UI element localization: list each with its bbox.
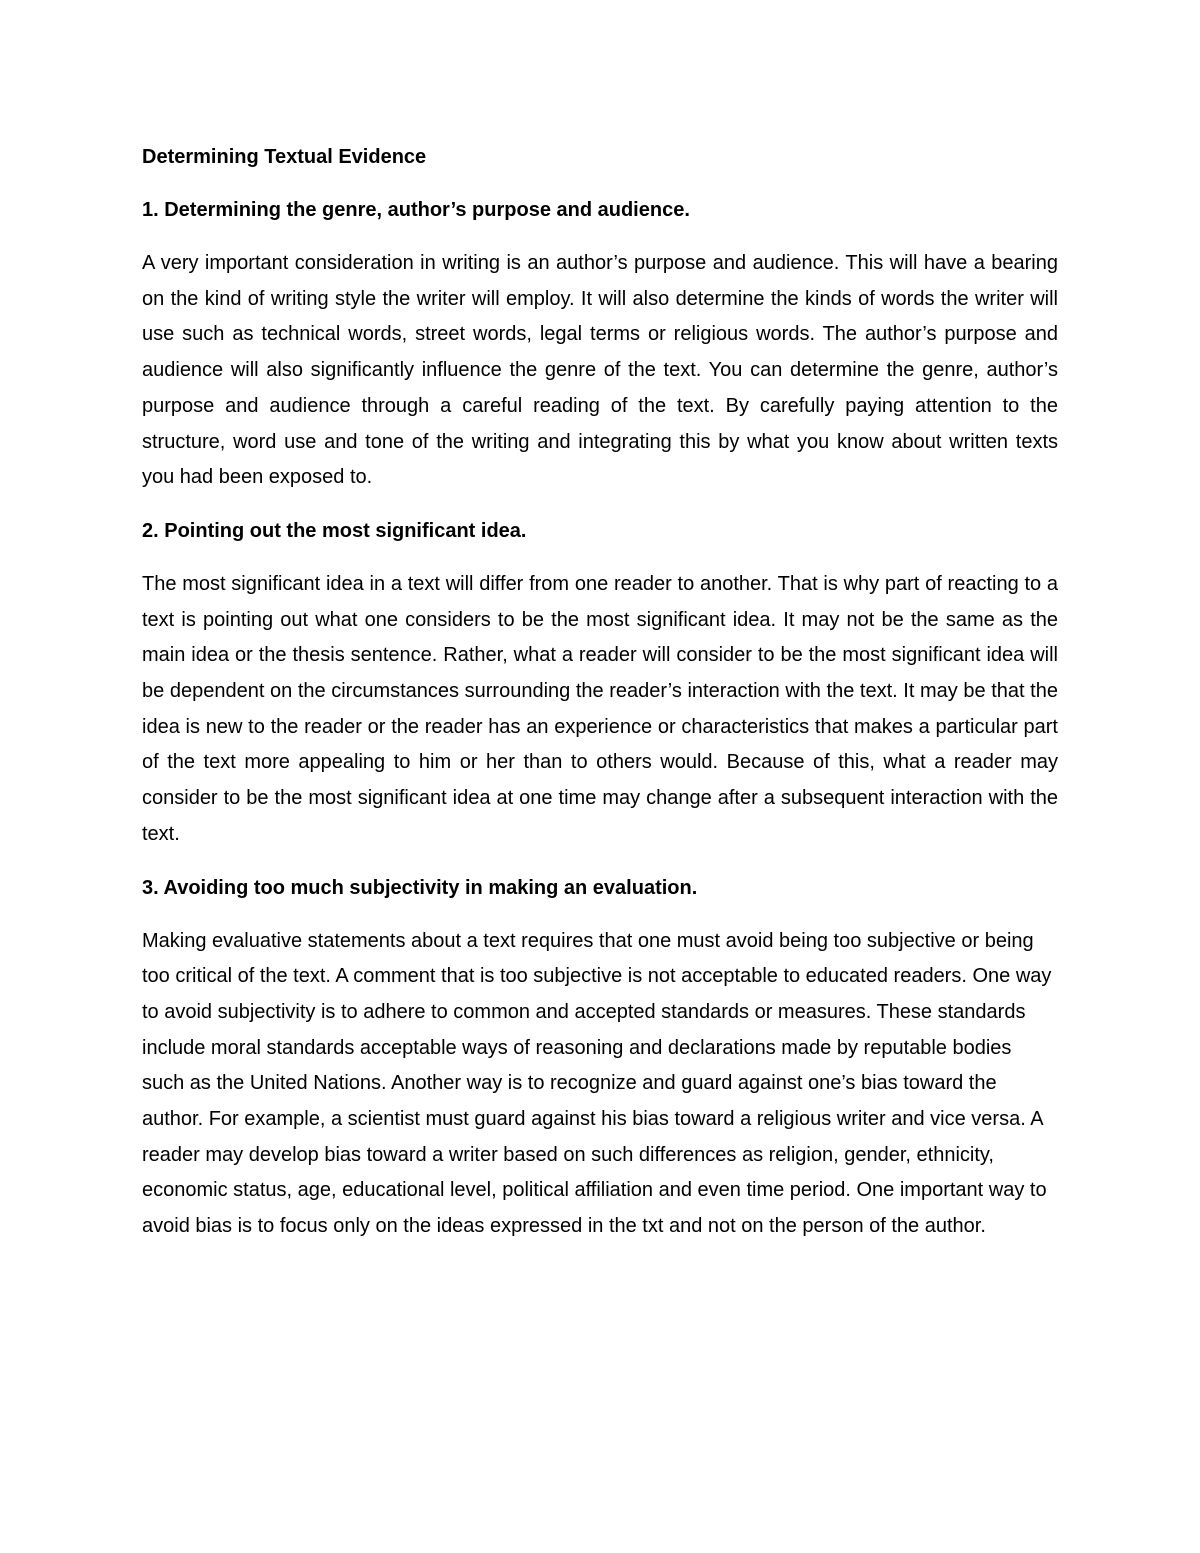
section-paragraph-1: A very important consideration in writing is an author’s purpose and audience. This will have a bearing on the kind of writing style the writer will employ. It will also determine the kinds of words the writer will use such as technical words, street words, legal terms or religious words. The author’s purpose and audience will also significantly influence the genre of the text. You can determine the genre, author’s purpose and audience through a careful reading of the text. By carefully paying attention to the structure, word use and tone of the writing and integrating this by what you know about written texts you had been exposed to. — [142, 252, 1058, 489]
section-paragraph-3: Making evaluative statements about a text requires that one must avoid being too subjective or being too critical of the text. A comment that is too subjective is not acceptable to educated readers. One way to avoid subjectivity is to adhere to common and accepted standards or measures. These standards include moral standards acceptable ways of reasoning and declarations made by reputable bodies such as the United Nations. Another way is to recognize and guard against one’s bias toward the author. For example, a scientist must guard against his bias toward a religious writer and vice versa. A reader may develop bias toward a writer based on such differences as religion, gender, ethnicity, economic status, age, educational level, political affiliation and even time period. One important way to avoid bias is to focus only on the ideas expressed in the txt and not on the person of the author. — [142, 929, 1052, 1238]
document-title: Determining Textual Evidence — [142, 146, 427, 168]
section-paragraph-2: The most significant idea in a text will differ from one reader to another. That is why part of reacting to a text is pointing out what one considers to be the most significant idea. It may not be the same as the main idea or the thesis sentence. Rather, what a reader will consider to be the most significant idea will be dependent on the circumstances surrounding the reader’s interaction with the text. It may be that the idea is new to the reader or the reader has an experience or characteristics that makes a particular part of the text more appealing to him or her than to others would. Because of this, what a reader may consider to be the most significant idea at one time may change after a subsequent interaction with the text. — [142, 572, 1058, 845]
document-content — [142, 140, 1058, 1263]
section-heading-3: 3. Avoiding too much subjectivity in making an evaluation. — [142, 876, 698, 899]
section-heading-1: 1. Determining the genre, author’s purpose and audience. — [142, 199, 690, 221]
section-heading-2: 2. Pointing out the most significant idea. — [142, 519, 527, 542]
